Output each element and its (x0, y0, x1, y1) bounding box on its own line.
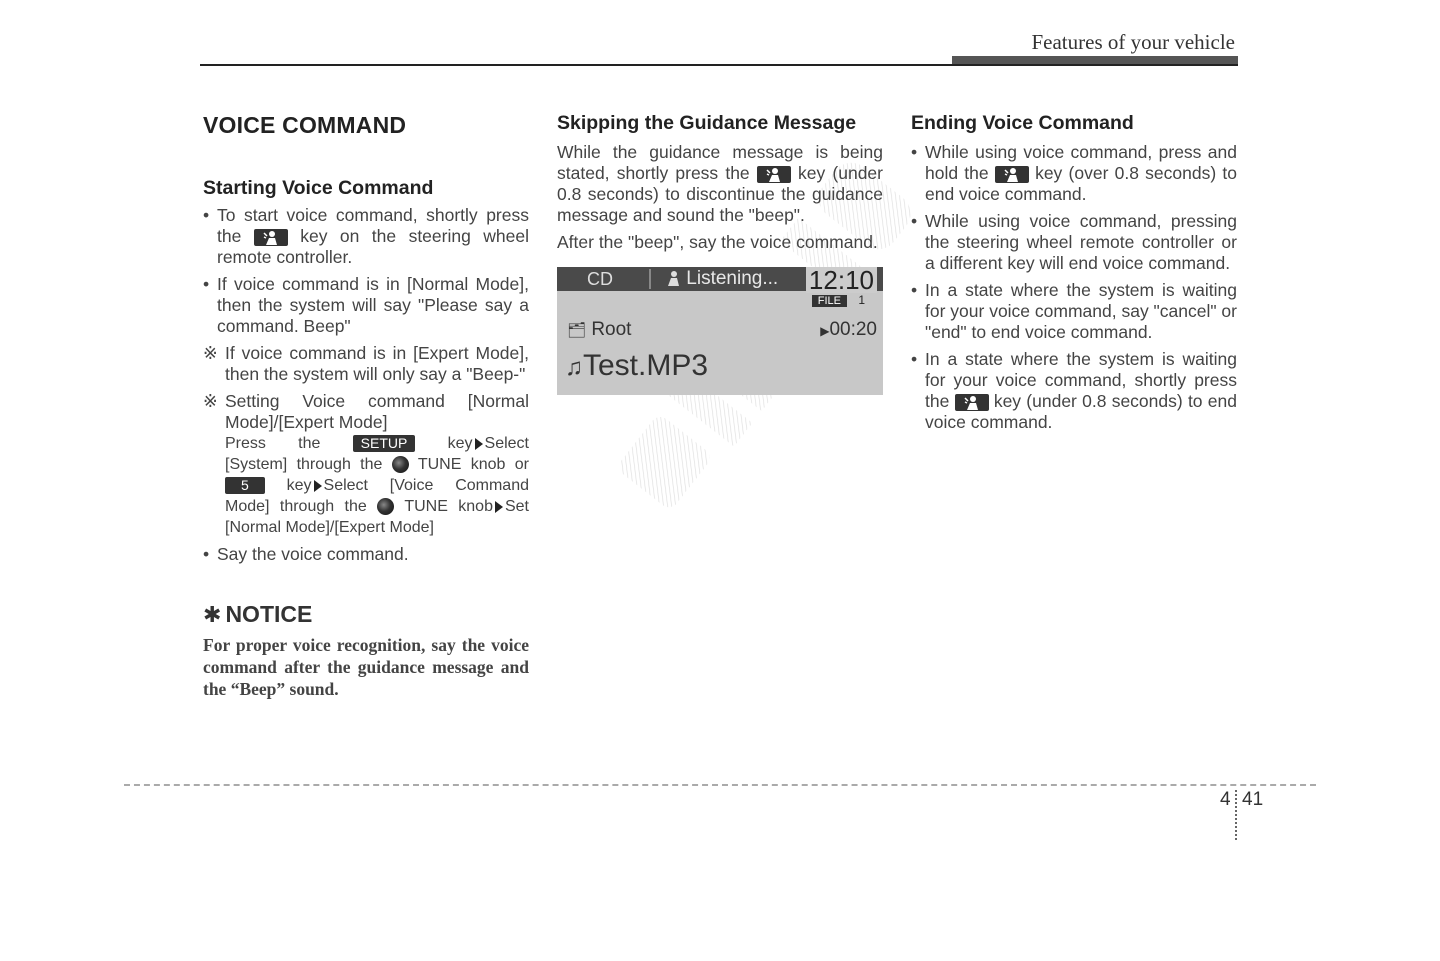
arrow-right-icon (314, 480, 322, 492)
page-number-value: 41 (1242, 789, 1264, 810)
instr-tune-or: TUNE knob or (417, 456, 530, 473)
voice-key-icon (254, 229, 288, 246)
display-clock: 12:10 (806, 267, 877, 293)
instr-key: key (447, 435, 473, 452)
display-status-text: Listening... (686, 268, 779, 289)
bullet-start-2 (203, 274, 529, 337)
tune-knob-icon (377, 498, 394, 515)
page-number-divider (1235, 790, 1237, 840)
instr-key-2: key (286, 477, 312, 494)
display-track-number: 1 (858, 293, 865, 307)
bullet-text: While using voice command, press and hold the (925, 142, 1237, 183)
instr-row-1 (225, 433, 529, 454)
note-mark: ※ (203, 391, 218, 411)
column-right (911, 112, 1237, 439)
folder-icon: 🗂︎ (567, 322, 587, 339)
paragraph-skip-1 (557, 142, 883, 226)
display-song (565, 349, 708, 383)
bullet-end-4 (911, 349, 1237, 433)
instr-row-4 (225, 496, 529, 517)
arrow-right-icon (495, 501, 503, 513)
bullet-mark: • (203, 205, 210, 225)
bullet-end-1 (911, 142, 1237, 205)
bullet-text: If voice command is in [Normal Mode], then the system will say "Please say a command. Beep" (217, 274, 529, 336)
display-source: CD (587, 269, 613, 289)
footer-rule (124, 784, 1316, 786)
five-key-icon: 5 (225, 477, 265, 494)
setup-key-icon: SETUP (353, 435, 416, 452)
chapter-number: 4 (1220, 789, 1231, 810)
bullet-mark: • (911, 211, 918, 231)
column-middle (557, 112, 883, 395)
voice-key-icon (757, 166, 791, 183)
instr-row-5: [Normal Mode]/[Expert Mode] (225, 519, 434, 536)
header-rule (200, 64, 1238, 66)
page-number (1220, 789, 1264, 811)
bullet-text-after: key on the steering wheel remote controller. (217, 226, 529, 267)
notice-heading (203, 601, 529, 628)
voice-key-icon (995, 166, 1029, 183)
subtitle-skipping: Skipping the Guidance Message (557, 112, 857, 134)
bullet-start-3 (203, 544, 529, 565)
bullet-text-after: key (over 0.8 seconds) to end voice command. (925, 163, 1237, 204)
display-elapsed-text: 00:20 (829, 319, 877, 340)
subtitle-starting: Starting Voice Command (203, 177, 434, 199)
display-folder-text: Root (591, 319, 632, 340)
note-mark: ※ (203, 343, 218, 363)
column-left (203, 112, 529, 700)
instr-mode-through: Mode] through the (225, 498, 367, 515)
note-text: If voice command is in [Expert Mode], then the system will only say a "Beep-" (225, 343, 529, 384)
bullet-text-after: key (under 0.8 seconds) to end voice command. (925, 391, 1237, 432)
para-text: While the guidance message is being stated, shortly press the (557, 142, 883, 183)
display-folder (567, 319, 631, 341)
header-title: Features of your vehicle (1031, 30, 1235, 54)
play-icon: ▶ (820, 324, 830, 338)
display-file-badge: FILE (812, 295, 847, 307)
instr-tune: TUNE knob (404, 498, 493, 515)
instr-row-2 (225, 454, 529, 475)
instr-set: Set (504, 498, 529, 515)
setting-instructions (225, 433, 529, 538)
bullet-start-1 (203, 205, 529, 268)
music-note-icon: ♫ (565, 354, 583, 381)
bullet-text: To start voice command, shortly press the (217, 205, 529, 246)
display-separator (649, 269, 651, 289)
section-title: VOICE COMMAND (203, 112, 407, 138)
instr-system: [System] through the (225, 456, 383, 473)
tune-knob-icon (392, 456, 409, 473)
instr-select: Select (484, 435, 529, 452)
instr-press: Press the (225, 435, 321, 452)
bullet-text: In a state where the system is waiting for your voice command, say "cancel" or "end" to end voice command. (925, 280, 1237, 342)
note-expert-mode (203, 343, 529, 385)
voice-key-icon (955, 394, 989, 411)
notice-body: For proper voice recognition, say the voice command after the guidance message and the “Beep” sound. (203, 635, 529, 699)
bullet-end-2 (911, 211, 1237, 274)
note-text: Setting Voice command [Normal Mode]/[Expert Mode] (225, 391, 529, 432)
display-song-title: Test.MP3 (583, 349, 709, 382)
subtitle-ending: Ending Voice Command (911, 112, 1134, 134)
bullet-mark: • (911, 280, 918, 300)
bullet-mark: • (203, 274, 210, 294)
notice-title-text: NOTICE (225, 601, 313, 627)
notice-star-icon: ✱ (203, 602, 222, 627)
para-text-after: key (under 0.8 seconds) to discontinue the guidance message and sound the "beep". (557, 163, 883, 225)
instr-row-3 (225, 475, 529, 496)
arrow-right-icon (475, 438, 483, 450)
audio-display-screen (557, 267, 883, 395)
note-setting-mode (203, 391, 529, 538)
bullet-end-3 (911, 280, 1237, 343)
instr-select-voice: Select [Voice Command (323, 477, 529, 494)
bullet-mark: • (911, 349, 918, 369)
bullet-text: Say the voice command. (217, 544, 409, 564)
display-elapsed (820, 319, 877, 341)
bullet-mark: • (203, 544, 210, 564)
bullet-text: In a state where the system is waiting for your voice command, shortly press the (925, 349, 1237, 411)
bullet-text: While using voice command, pressing the steering wheel remote controller or a different key will end voice command. (925, 211, 1237, 273)
paragraph-skip-2: After the "beep", say the voice command. (557, 232, 878, 252)
voice-status-icon (665, 270, 681, 286)
display-status (665, 268, 778, 290)
bullet-mark: • (911, 142, 918, 162)
